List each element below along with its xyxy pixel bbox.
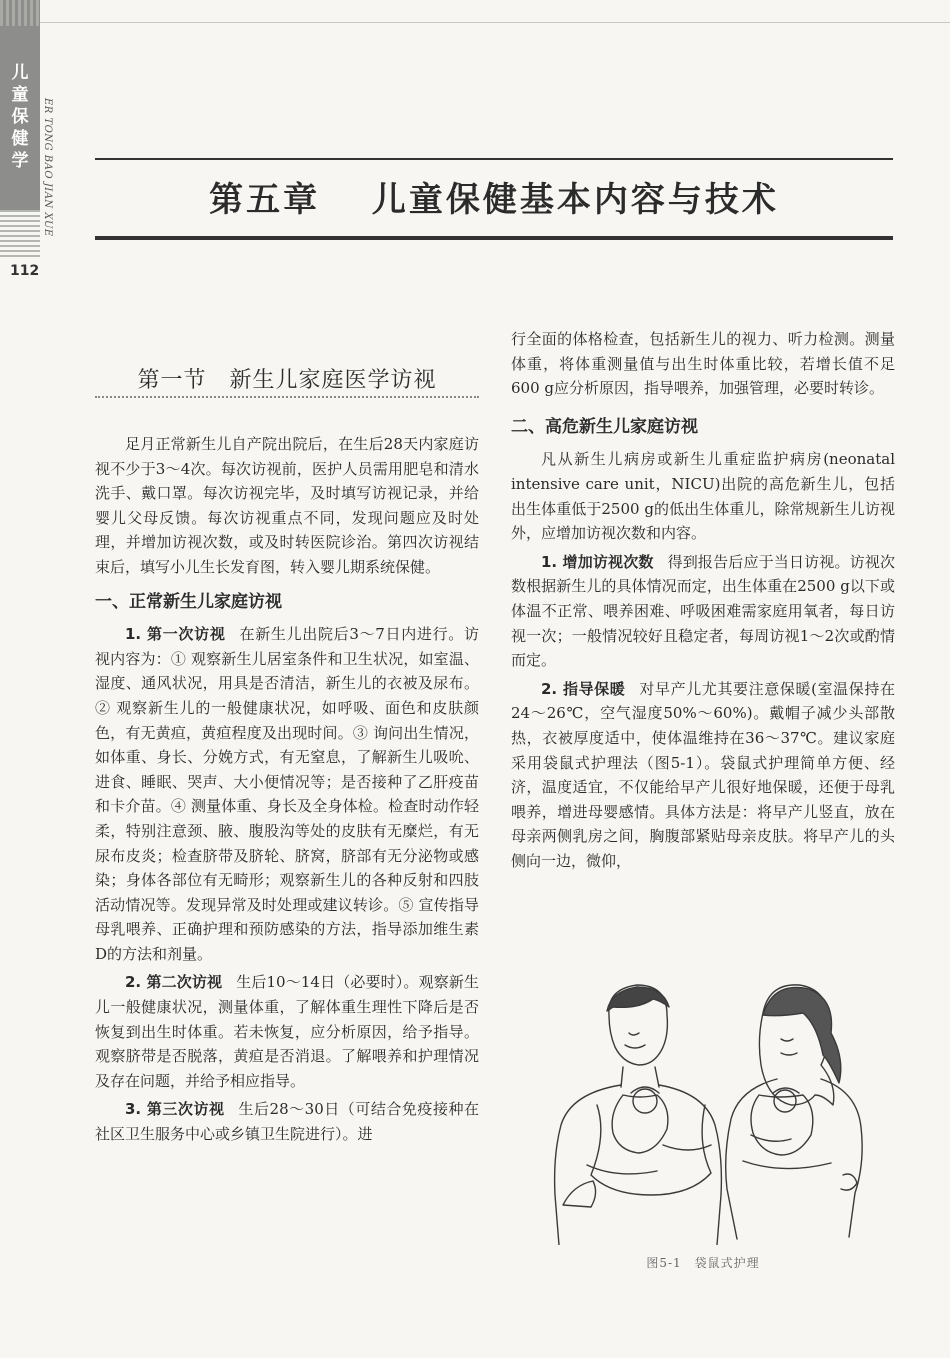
paragraph-increase-visits <box>511 550 895 673</box>
paragraph-first-visit <box>95 622 479 966</box>
section-title: 第一节 新生儿家庭医学访视 <box>137 368 437 393</box>
page-number: 112 <box>10 263 40 279</box>
book-title-pinyin: ER TONG BAO JIAN XUE <box>42 98 53 237</box>
chapter-rule-bottom <box>95 236 893 240</box>
continuation-paragraph: 行全面的体格检查，包括新生儿的视力、听力检测。测量体重，将体重测量值与出生时体重比较，若增长值不足600 g应分析原因，指导喂养，加强管理，必要时转诊。 <box>511 330 895 398</box>
section-intro: 足月正常新生儿自产院出院后，在生后28天内家庭访视不少于3～4次。每次访视前，医护人员需用肥皂和清水洗手、戴口罩。每次访视完毕，及时填写访视记录，并给婴儿父母反馈。每次访视重点不同，发现问题应及时处理，并增加访视次数，或及时转医院诊治。第四次访视结束后，填写小儿生长发育图，转入婴儿期系统保健。 <box>95 435 479 576</box>
kangaroo-care-illustration <box>537 975 887 1245</box>
increase-visits-text: 得到报告后应于当日访视。访视次数根据新生儿的具体情况而定，出生体重在2500 g以下或体温不正常、喂养困难、呼吸困难需家庭用氧者，每日访视一次；一般情况较好且稳定者，每周访视1～2次或酌情而定。 <box>511 552 895 670</box>
paragraph-keep-warm <box>511 677 895 874</box>
chapter-title: 第五章 儿童保健基本内容与技术 <box>209 180 779 220</box>
sidebar-tab <box>0 0 40 210</box>
sidebar-stripe-decoration <box>0 0 40 26</box>
book-title-char: 健 <box>11 129 29 149</box>
first-visit-text: 在新生儿出院后3～7日内进行。访视内容为：① 观察新生儿居室条件和卫生状况，如室温、湿度、通风状况，用具是否清洁，新生儿的衣被及尿布。② 观察新生儿的一般健康状况，如呼吸、面色和皮肤颜色，有无黄疸，黄疸程度及出现时间。③ 询问出生情况，如体重、身长、分娩方式，有无窒息，了解新生儿吸吮、进食、睡眠、哭声、大小便情况等；是否接种了乙肝疫苗和卡介苗。④ 测量体重、身长及全身体检。检查时动作轻柔，特别注意颈、腋、腹股沟等处的皮肤有无糜烂，有无尿布皮炎；检查脐带及脐轮、脐窝，脐部有无分泌物或感染；身体各部位有无畸形；观察新生儿的各种反射和四肢活动情况等。发现异常及时处理或建议转诊。⑤ 宣传指导母乳喂养、正确护理和预防感染的方法，指导添加维生素D的方法和剂量。 <box>95 625 479 963</box>
paragraph-second-visit <box>95 970 479 1093</box>
paragraph-third-visit <box>95 1097 479 1146</box>
book-title-char: 学 <box>11 151 29 171</box>
book-title-char: 保 <box>11 107 29 127</box>
book-title-vertical <box>6 62 34 172</box>
third-visit-text: 生后28～30日（可结合免疫接种在社区卫生服务中心或乡镇卫生院进行）。进 <box>95 1100 479 1144</box>
second-visit-text: 生后10～14日（必要时）。观察新生儿一般健康状况，测量体重，了解体重生理性下降后是否恢复到出生时体重。若未恢复，应分析原因，给予指导。观察脐带是否脱落，黄疸是否消退。了解喂养和护理情况及存在问题，并给予相应指导。 <box>95 973 479 1090</box>
subheading-high-risk-visit: 二、高危新生儿家庭访视 <box>511 416 698 437</box>
increase-visits-lead: 1. 增加访视次数 <box>541 552 654 571</box>
book-title-char: 儿 <box>11 63 29 83</box>
second-visit-lead: 2. 第二次访视 <box>125 973 223 992</box>
chapter-rule-top <box>95 158 893 160</box>
keep-warm-text: 对早产儿尤其要注意保暖(室温保持在24～26℃，空气湿度50%～60%)。戴帽子减少头部散热，衣被厚度适中，使体温维持在36～37℃。建议家庭采用袋鼠式护理法（图5-1）。袋鼠式护理简单方便、经济，温度适宜，不仅能给早产儿很好地保暖，还便于母乳喂养，增进母婴感情。具体方法是：将早产儿竖直，放在母亲两侧乳房之间，胸腹部紧贴母亲皮肤。将早产儿的头侧向一边，微仰， <box>511 679 895 870</box>
father-figure <box>555 985 722 1245</box>
high-risk-intro: 凡从新生儿病房或新生儿重症监护病房(neonatal intensive care unit，NICU)出院的高危新生儿，包括出生体重低于2500 g的低出生体重儿，除常规新生儿访视外，应增加访视次数和内容。 <box>511 450 895 543</box>
right-column <box>511 327 895 873</box>
figure-caption: 图5-1 袋鼠式护理 <box>646 1256 760 1270</box>
first-visit-lead: 1. 第一次访视 <box>125 625 226 644</box>
left-column <box>95 432 479 1147</box>
book-title-char: 童 <box>11 85 29 105</box>
mother-figure <box>726 985 862 1239</box>
third-visit-lead: 3. 第三次访视 <box>125 1100 225 1119</box>
sidebar-stripes <box>0 210 40 260</box>
keep-warm-lead: 2. 指导保暖 <box>541 679 626 698</box>
header-rule <box>40 22 950 23</box>
section-divider <box>95 396 479 398</box>
subheading-normal-visit: 一、正常新生儿家庭访视 <box>95 591 282 612</box>
